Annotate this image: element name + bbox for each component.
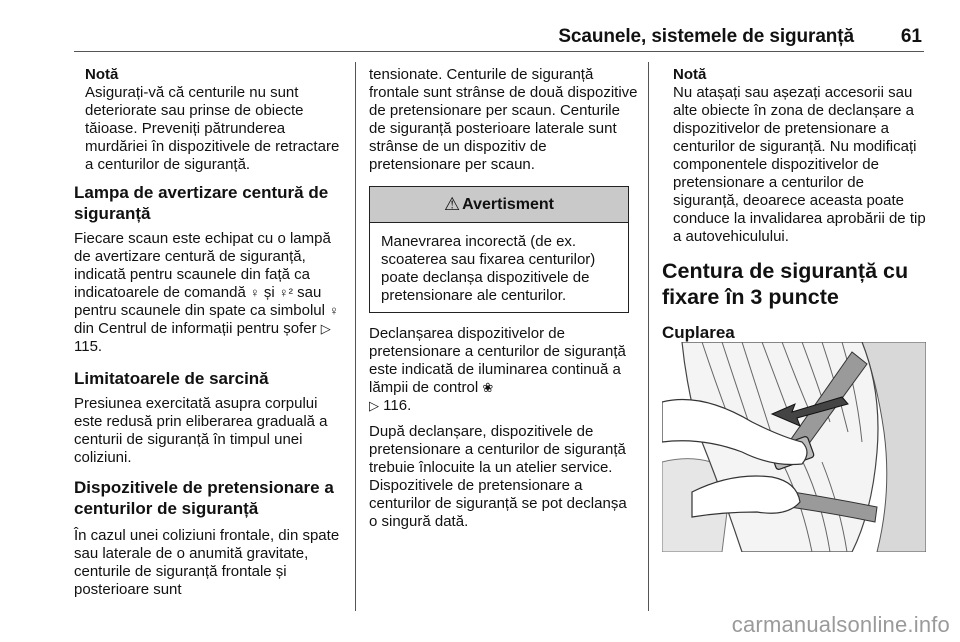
paragraph-pretensioners: În cazul unei coliziuni frontale, din spate sau laterale de o anumită gravitate, centurile de siguranță frontale și posterioare sunt bbox=[74, 527, 340, 598]
note-label: Notă bbox=[673, 66, 707, 83]
page-title: Scaunele, sistemele de siguranță bbox=[558, 26, 854, 47]
page-ref-arrow-icon: ▷ bbox=[369, 398, 379, 413]
warning-body: Manevrarea incorectă (de ex. scoaterea sau fixarea centurilor) poate declanșa dispozitivele de pretensionare ale centurilor. bbox=[381, 233, 596, 304]
page-ref-arrow-icon: ▷ bbox=[320, 321, 331, 336]
page-number: 61 bbox=[900, 26, 922, 47]
watermark: carmanualsonline.info bbox=[731, 612, 950, 637]
page-ref-link[interactable]: 116. bbox=[383, 397, 412, 414]
note-label: Notă bbox=[85, 66, 119, 83]
warning-header bbox=[370, 187, 628, 223]
column-middle bbox=[369, 66, 639, 531]
paragraph-trigger: Declanșarea dispozitivelor de pretensionare a centurilor de siguranță este indicată de iluminarea continuă a lămpii de control ❀ ▷ 116. bbox=[369, 325, 626, 414]
warning-title: Avertisment bbox=[462, 195, 555, 213]
section-heading-lamp: Lampa de avertizare centură de siguranță bbox=[74, 183, 329, 223]
paragraph-lamp: Fiecare scaun este echipat cu o lampă de avertizare centură de siguranță, indicată pentru scaunele din față ca indicatoarele de comandă ♀ și ♀² sau pentru scaunele din spate ca simbolul ♀ din Centrul de informații pentru șofer ▷ 115. bbox=[74, 230, 339, 355]
seatbelt-icon: ♀ bbox=[249, 285, 260, 300]
column-divider bbox=[648, 62, 649, 611]
section-heading-3point-belt: Centura de siguranță cu fixare în 3 puncte bbox=[662, 259, 909, 309]
paragraph-continued: tensionate. Centurile de siguranță frontale sunt strânse de două dispozitive de pretensionare per scaun. Centurile de siguranță posterioare laterale sunt strânse de un dispozitiv de pretensionare per scaun. bbox=[369, 66, 638, 173]
paragraph-limiters: Presiunea exercitată asupra corpului este redusă prin eliberarea graduală a centurii de siguranță în timpul unei coliziuni. bbox=[74, 395, 328, 466]
note-body: Asigurați-vă că centurile nu sunt deteriorate sau prinse de obiecte tăioase. Preveniți pătrunderea murdăriei în dispozitivele de retractare a centurilor de siguranță. bbox=[85, 84, 340, 173]
seatbelt-icon: ♀² bbox=[278, 285, 293, 300]
column-left bbox=[74, 66, 346, 599]
warning-box bbox=[369, 186, 629, 313]
warning-icon: ⚠ bbox=[443, 194, 461, 214]
paragraph-after: După declanșare, dispozitivele de pretensionare a centurilor de siguranță trebuie înlocuite la un atelier service. Dispozitivele de pretensionare a centurilor de siguranță se pot declanșa o singură dată. bbox=[369, 423, 627, 530]
subheading-fastening: Cuplarea bbox=[662, 323, 735, 342]
column-divider bbox=[355, 62, 356, 611]
header-rule bbox=[74, 51, 924, 52]
seatbelt-icon: ♀ bbox=[329, 303, 339, 318]
section-heading-limiters: Limitatoarele de sarcină bbox=[74, 369, 269, 388]
page-header bbox=[74, 26, 924, 48]
page-ref-link[interactable]: 115. bbox=[74, 338, 103, 355]
airbag-icon: ❀ bbox=[482, 380, 494, 395]
column-right bbox=[662, 66, 930, 343]
note-body: Nu atașați sau așezați accesorii sau alte obiecte în zona de declanșare a dispozitivelor de pretensionare a centurilor de siguranță. Nu modificați componentele dispozitivelor de pretensionare a centurilor de siguranță, deoarece aceasta poate conduce la invalidarea aprobării de tip a autovehiculului. bbox=[673, 84, 926, 245]
section-heading-pretensioners: Dispozitivele de pretensionare a centurilor de siguranță bbox=[74, 478, 334, 518]
seatbelt-fastening-illustration bbox=[662, 342, 926, 552]
